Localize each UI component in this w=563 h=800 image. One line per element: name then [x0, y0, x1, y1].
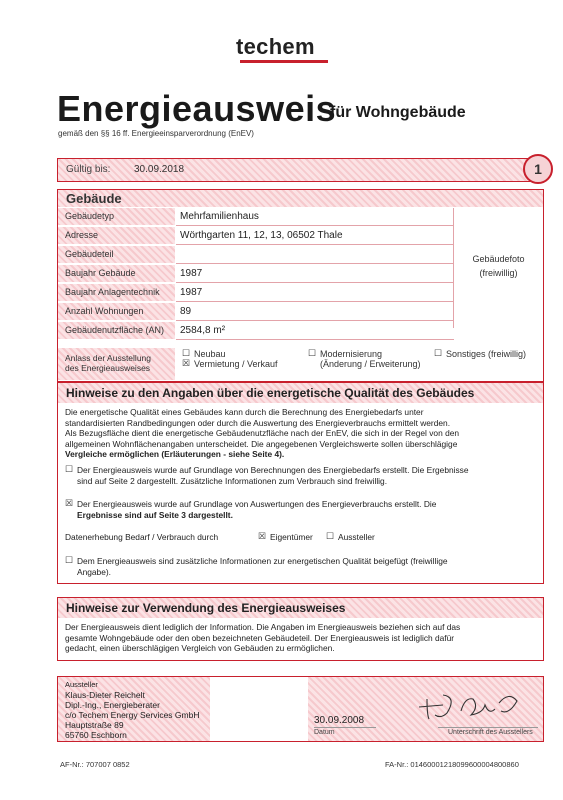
page-subtitle: für Wohngebäude	[330, 104, 466, 121]
hints-intro	[65, 407, 459, 460]
row-label: Gebäudetyp	[65, 211, 115, 221]
row-value-cell	[176, 208, 454, 226]
issue-date: 30.09.2008	[314, 715, 365, 726]
issuer-city: 65760 Eschborn	[65, 730, 127, 740]
issuer-block	[58, 677, 210, 741]
checkbox-eigentuemer[interactable]: ☒	[258, 531, 267, 541]
reason-label-1: Anlass der Ausstellung	[65, 353, 151, 363]
row-value: 1987	[180, 268, 203, 279]
building-header	[58, 190, 543, 207]
reason-sonstiges: Sonstiges (freiwillig)	[446, 349, 527, 359]
validity-bar	[57, 158, 544, 182]
option-bedarf	[77, 465, 469, 486]
row-label-cell	[58, 208, 175, 225]
issuer-title: Dipl.-Ing., Energieberater	[65, 700, 160, 710]
usage-header	[58, 598, 543, 618]
handwritten-signature	[413, 685, 533, 725]
checkbox-modernisierung[interactable]: ☐	[308, 348, 317, 358]
building-heading: Gebäude	[66, 191, 122, 206]
checkbox-sonstiges[interactable]: ☐	[434, 348, 443, 358]
date-line	[314, 727, 376, 728]
signature-block	[308, 677, 543, 741]
checkbox-vermietung[interactable]: ☒	[182, 358, 191, 368]
row-label: Adresse	[65, 230, 99, 240]
footer-left: AF-Nr.: 707007 0852	[60, 760, 130, 769]
date-label: Datum	[314, 729, 335, 736]
row-label: Baujahr Gebäude	[65, 268, 136, 278]
reason-neubau: Neubau	[194, 349, 226, 359]
text-line: Der Energieausweis wurde auf Grundlage von Berechnungen des Energiebedarfs erstellt. Die Ergebnisse	[77, 465, 469, 475]
text-line: gedacht, einen überschlägigen Vergleich von Gebäuden zu ermöglichen.	[65, 643, 335, 653]
text-line: Vergleiche ermöglichen (Erläuterungen - siehe Seite 4).	[65, 449, 285, 459]
text-line: Angabe).	[77, 566, 111, 577]
checkbox-bedarf[interactable]: ☐	[65, 464, 74, 474]
checkbox-aussteller[interactable]: ☐	[326, 531, 335, 541]
building-photo-placeholder	[453, 208, 543, 328]
page-title: Energieausweis	[57, 88, 337, 129]
issuer-street: Hauptstraße 89	[65, 720, 124, 730]
checkbox-neubau[interactable]: ☐	[182, 348, 191, 358]
techem-logo: techem	[236, 34, 315, 59]
row-value: 89	[180, 306, 192, 317]
row-label: Gebäudenutzfläche (AN)	[65, 325, 165, 335]
row-value-cell	[176, 322, 454, 340]
usage-heading: Hinweise zur Verwendung des Energieausweises	[66, 601, 346, 615]
issuer-section	[57, 676, 544, 742]
row-label-cell	[58, 246, 175, 263]
usage-section	[57, 597, 544, 661]
issuer-name: Klaus-Dieter Reichelt	[65, 690, 145, 700]
reason-modernisierung-detail: (Änderung / Erweiterung)	[320, 359, 421, 369]
validity-label: Gültig bis:	[66, 164, 111, 175]
row-label-cell	[58, 322, 175, 339]
signature-line	[438, 727, 538, 728]
row-value: Mehrfamilienhaus	[180, 211, 259, 222]
row-value-cell	[176, 227, 454, 245]
page-number-badge: 1	[523, 154, 553, 184]
option-verbrauch	[77, 499, 436, 520]
text-line: Dem Energieausweis sind zusätzliche Informationen zur energetischen Qualität beigefügt (freiwillige	[77, 556, 448, 566]
row-label: Baujahr Anlagentechnik	[65, 287, 160, 297]
building-section	[57, 189, 544, 382]
photo-label: Gebäudefoto	[472, 254, 525, 264]
checkbox-verbrauch[interactable]: ☒	[65, 498, 74, 508]
text-line: Die energetische Qualität eines Gebäudes kann durch die Berechnung des Energiebedarfs unter	[65, 407, 424, 417]
reason-vermietung: Vermietung / Verkauf	[194, 359, 278, 369]
text-line: Ergebnisse sind auf Seite 3 dargestellt.	[77, 509, 233, 520]
logo-underline	[240, 60, 328, 63]
row-label-cell	[58, 303, 175, 320]
row-value-cell	[176, 303, 454, 321]
text-line: allgemeinen Wohnflächenangaben unterscheidet. Die angegebenen Vergleichswerte sollen überschlägige	[65, 438, 458, 449]
row-label-cell	[58, 284, 175, 301]
quality-hints-section	[57, 382, 544, 584]
hints-header	[58, 383, 543, 403]
row-label-cell	[58, 265, 175, 282]
signature-label: Unterschrift des Ausstellers	[448, 729, 533, 736]
row-label: Anzahl Wohnungen	[65, 306, 144, 316]
row-value-cell	[176, 265, 454, 283]
reason-label-cell	[58, 348, 175, 380]
datenerhebung-label: Datenerhebung Bedarf / Verbrauch durch	[65, 532, 219, 542]
text-line: Der Energieausweis wurde auf Grundlage von Auswertungen des Energieverbrauchs erstellt. Die	[77, 499, 437, 509]
row-label-cell	[58, 227, 175, 244]
row-value: 1987	[180, 287, 203, 298]
text-line: Der Energieausweis dient lediglich der Information. Die Angaben im Energieausweis beziehen sich auf das	[65, 622, 461, 632]
photo-optional: (freiwillig)	[479, 268, 518, 278]
footer-right: FA-Nr.: 01460001218099600004800860	[385, 760, 519, 769]
text-line: Als Bezugsfläche dient die energetische Gebäudenutzfläche nach der EnEV, die sich in der Regel von den	[65, 428, 460, 438]
row-label: Gebäudeteil	[65, 249, 114, 259]
eigentuemer-label: Eigentümer	[270, 532, 313, 542]
row-value: Wörthgarten 11, 12, 13, 06502 Thale	[180, 230, 343, 241]
row-value-cell	[176, 284, 454, 302]
extra-info	[77, 556, 448, 577]
issuer-company: c/o Techem Energy Services GmbH	[65, 710, 200, 720]
usage-text	[65, 622, 460, 654]
law-reference: gemäß den §§ 16 ff. Energieeinsparverordnung (EnEV)	[58, 129, 254, 138]
aussteller-label: Aussteller	[338, 532, 375, 542]
hints-heading: Hinweise zu den Angaben über die energetische Qualität des Gebäudes	[66, 386, 475, 400]
row-value-cell	[176, 246, 454, 264]
text-line: standardisierten Randbedingungen oder durch die Auswertung des Energieverbrauchs ermittelt werden.	[65, 417, 451, 428]
issuer-label: Aussteller	[65, 680, 98, 689]
reason-modernisierung: Modernisierung	[320, 349, 383, 359]
validity-value: 30.09.2018	[134, 164, 185, 175]
text-line: gesamte Wohngebäude oder den oben bezeichneten Gebäudeteil. Der Energieausweis ist lediglich dafür	[65, 632, 455, 643]
text-line: sind auf Seite 2 dargestellt. Zusätzliche Informationen zum Verbrauch sind freiwillig.	[77, 475, 388, 486]
checkbox-extra-info[interactable]: ☐	[65, 555, 74, 565]
reason-label-2: des Energieausweises	[65, 363, 151, 373]
row-value: 2584,8 m²	[180, 325, 226, 336]
